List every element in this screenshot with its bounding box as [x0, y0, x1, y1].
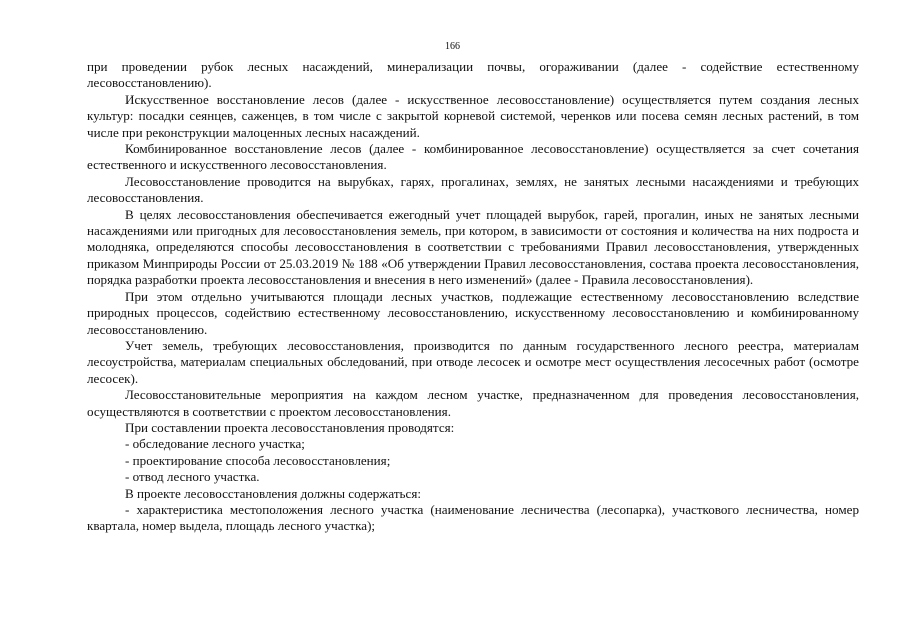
document-paragraph: Комбинированное восстановление лесов (далее - комбинированное лесовосстановление) осуществляется за счет сочетания естественного и искусственного лесовосстановления. — [87, 141, 859, 173]
document-paragraph: при проведении рубок лесных насаждений, минерализации почвы, огораживании (далее - содействие естественному лесовосстановлению). — [87, 59, 859, 91]
document-paragraph: Лесовосстановительные мероприятия на каждом лесном участке, предназначенном для проведения лесовосстановления, осуществляются в соответствии с проектом лесовосстановления. — [87, 387, 859, 419]
document-body — [87, 59, 859, 535]
document-paragraph: - характеристика местоположения лесного участка (наименование лесничества (лесопарка), участкового лесничества, номер квартала, номер выдела, площадь лесного участка); — [87, 501, 859, 534]
document-paragraph: В целях лесовосстановления обеспечивается ежегодный учет площадей вырубок, гарей, прогалин, иных не занятых лесными насаждениями или пригодных для лесовосстановления земель, при котором, в зависимости от состояния и количества на них подроста и молодняка, определяются способы лесовосстановления в соответствии с требованиями Правил лесовосстановления, утвержденных приказом Минприроды России от 25.03.2019 № 188 «Об утверждении Правил лесовосстановления, состава проекта лесовосстановления, порядка разработки проекта лесовосстановления и внесения в него изменений» (далее - Правила лесовосстановления). — [87, 206, 859, 288]
document-paragraph: При этом отдельно учитываются площади лесных участков, подлежащие естественному лесовосстановлению вследствие природных процессов, содействию естественному лесовосстановлению, искусственному лесовосстановлению и комбинированному лесовосстановлению. — [87, 288, 859, 337]
document-paragraph: Учет земель, требующих лесовосстановления, производится по данным государственного лесного реестра, материалам лесоустройства, материалам специальных обследований, при отводе лесосек и осмотре мест осуществления лесосечных работ (осмотре лесосек). — [87, 337, 859, 386]
document-paragraph: При составлении проекта лесовосстановления проводятся: — [125, 419, 455, 435]
document-paragraph: - отвод лесного участка. — [125, 469, 260, 485]
document-paragraph: В проекте лесовосстановления должны содержаться: — [125, 485, 421, 501]
page-number: 166 — [445, 41, 460, 52]
document-paragraph: Лесовосстановление проводится на вырубках, гарях, прогалинах, землях, не занятых лесными насаждениями и требующих лесовосстановления. — [87, 173, 859, 206]
document-paragraph: - обследование лесного участка; — [125, 436, 305, 452]
document-paragraph: Искусственное восстановление лесов (далее - искусственное лесовосстановление) осуществляется путем создания лесных культур: посадки сеянцев, саженцев, в том числе с закрытой корневой системой, черенков или посева семян лесных растений, в том числе при реконструкции малоценных лесных насаждений. — [87, 91, 859, 140]
document-paragraph: - проектирование способа лесовосстановления; — [125, 452, 391, 468]
